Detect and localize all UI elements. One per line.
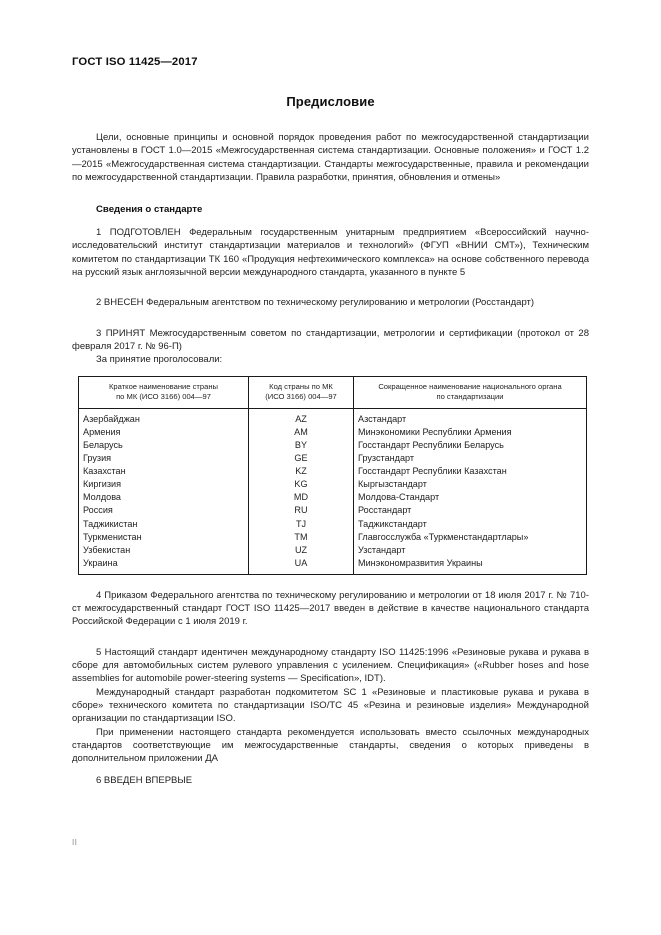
- cell-country: Туркменистан: [79, 531, 249, 544]
- standard-info-item-6-text: 6 ВВЕДЕН ВПЕРВЫЕ: [96, 775, 193, 787]
- table-row: [79, 452, 587, 465]
- standard-info-item-5: [72, 646, 589, 686]
- cell-country: Киргизия: [79, 478, 249, 491]
- cell-body: Госстандарт Республики Беларусь: [358, 439, 504, 450]
- cell-country: Таджикистан: [79, 518, 249, 531]
- page-content: [72, 56, 589, 799]
- cell-code: AZ: [249, 408, 354, 426]
- cell-body: Минэкономразвития Украины: [358, 557, 483, 568]
- cell-code: KG: [249, 478, 354, 491]
- table-row: [79, 439, 587, 452]
- vote-table-head: [79, 376, 587, 408]
- cell-country: Казахстан: [79, 465, 249, 478]
- standard-info-item-3: [72, 327, 589, 354]
- cell-body: Кыргызстандарт: [358, 479, 427, 490]
- cell-code: TM: [249, 531, 354, 544]
- column-header-country-line1: Краткое наименование страны: [109, 381, 218, 391]
- cell-country: Молдова: [79, 491, 249, 504]
- standard-info-item-2-text: 2 ВНЕСЕН Федеральным агентством по техническому регулированию и метрологии (Росстандарт): [96, 297, 535, 309]
- cell-body: Главгосслужба «Туркменстандартлары»: [358, 531, 529, 542]
- cell-body: Молдова-Стандарт: [358, 492, 440, 503]
- spacer: [72, 765, 589, 774]
- page-number: II: [72, 838, 78, 847]
- table-row: [79, 531, 587, 544]
- vote-table: [78, 376, 587, 575]
- intro-paragraph-text: Цели, основные принципы и основной порядок проведения работ по межгосударственной стандартизации установлены в ГОСТ 1.0—2015 «Межгосударственная система стандартизации. Основные положения» и ГОСТ 1.2—2015 «Межгосударственная система стандартизации. Стандарты межгосударственные, правила и рекомендации по межгосударственной стандартизации. Правила разработки, принятия, обновления и отмены»: [72, 132, 589, 183]
- table-row: [79, 426, 587, 439]
- column-header-code-line1: Код страны по МК: [269, 381, 333, 391]
- table-row: [79, 518, 587, 531]
- table-header-row: [79, 376, 587, 408]
- table-row: [79, 557, 587, 575]
- standard-info-item-2: [72, 296, 589, 309]
- cell-country: Армения: [79, 426, 249, 439]
- vote-table-body: [79, 408, 587, 574]
- standard-info-item-4: [72, 589, 589, 629]
- standard-info-item-5-cont-1-text: Международный стандарт разработан подкомитетом SC 1 «Резиновые и пластиковые рукава и рукава в сборе» технического комитета по стандартизации ISO/TC 45 «Резина и резиновые изделия» Международной организации по стандартизации ISO.: [72, 686, 589, 725]
- page-title: Предисловие: [286, 94, 375, 109]
- cell-code: TJ: [249, 518, 354, 531]
- standard-info-item-5-cont-2: [72, 726, 589, 766]
- cell-code: AM: [249, 426, 354, 439]
- column-header-body-line2: по стандартизации: [436, 392, 504, 402]
- cell-code: KZ: [249, 465, 354, 478]
- cell-body: Таджикстандарт: [358, 518, 427, 529]
- vote-intro: [72, 353, 589, 366]
- cell-code: UA: [249, 557, 354, 575]
- cell-body: Минэкономики Республики Армения: [358, 426, 512, 437]
- column-header-body: [354, 376, 587, 408]
- column-header-code: [249, 376, 354, 408]
- standard-info-item-5-cont-2-text: При применении настоящего стандарта рекомендуется использовать вместо ссылочных международных стандартов соответствующие им межгосударственные стандарты, сведения о которых приведены в дополнительном приложении ДА: [72, 726, 589, 765]
- table-row: [79, 491, 587, 504]
- cell-code: UZ: [249, 544, 354, 557]
- standard-info-item-1: [72, 226, 589, 279]
- cell-country: Россия: [79, 504, 249, 517]
- standard-info-item-1-text: 1 ПОДГОТОВЛЕН Федеральным государственным унитарным предприятием «Всероссийский научно-исследовательский институт стандартизации материалов и технологий» (ФГУП «ВНИИ СМТ»), Техническим комитетом по стандартизации ТК 160 «Продукция нефтехимического комплекса» на основе собственного перевода на русский язык англоязычной версии международного стандарта, указанного в пункте 5: [72, 227, 589, 279]
- standard-info-item-3-text: 3 ПРИНЯТ Межгосударственным советом по стандартизации, метрологии и сертификации (протокол от 28 февраля 2017 г. № 96-П): [72, 327, 589, 352]
- cell-country: Беларусь: [79, 439, 249, 452]
- cell-body: Госстандарт Республики Казахстан: [358, 466, 507, 477]
- column-header-country: [79, 376, 249, 408]
- cell-code: GE: [249, 452, 354, 465]
- column-header-body-line1: Сокращенное наименование национального органа: [378, 381, 562, 391]
- standard-info-item-5-cont-1: [72, 686, 589, 726]
- cell-body: Грузстандарт: [358, 453, 415, 464]
- cell-code: RU: [249, 504, 354, 517]
- cell-code: MD: [249, 491, 354, 504]
- intro-paragraph: [72, 131, 589, 184]
- table-row: [79, 408, 587, 426]
- standard-info-heading: Сведения о стандарте: [96, 204, 203, 216]
- table-row: [79, 544, 587, 557]
- standard-info-item-5-text: 5 Настоящий стандарт идентичен международному стандарту ISO 11425:1996 «Резиновые рукава и рукава в сборе для автомобильных систем рулевого управления с усилением. Спецификация» («Rubber hoses and hose assemblies for automobile power-steering systems — Specification», IDT).: [72, 646, 589, 685]
- table-row: [79, 478, 587, 491]
- cell-body: Азстандарт: [358, 413, 407, 424]
- spacer: [72, 195, 589, 204]
- table-row: [79, 504, 587, 517]
- vote-table-wrapper: [78, 376, 586, 575]
- standard-info-item-4-text: 4 Приказом Федерального агентства по техническому регулированию и метрологии от 18 июля 2017 г. № 710-ст межгосударственный стандарт ГОСТ ISO 11425—2017 введен в действие в качестве национального стандарта Российской Федерации с 1 июля 2019 г.: [72, 589, 589, 628]
- cell-body: Узстандарт: [358, 544, 406, 555]
- cell-body: Росстандарт: [358, 505, 412, 516]
- column-header-country-line2: по МК (ИСО 3166) 004—97: [116, 392, 211, 402]
- cell-code: BY: [249, 439, 354, 452]
- cell-country: Узбекистан: [79, 544, 249, 557]
- cell-country: Грузия: [79, 452, 249, 465]
- cell-country: Украина: [79, 557, 249, 575]
- cell-country: Азербайджан: [79, 408, 249, 426]
- standard-info-item-6: [72, 774, 589, 787]
- table-row: [79, 465, 587, 478]
- column-header-code-line2: (ИСО 3166) 004—97: [265, 392, 337, 402]
- vote-intro-text: За принятие проголосовали:: [96, 354, 223, 366]
- standard-identifier: ГОСТ ISO 11425—2017: [72, 56, 198, 68]
